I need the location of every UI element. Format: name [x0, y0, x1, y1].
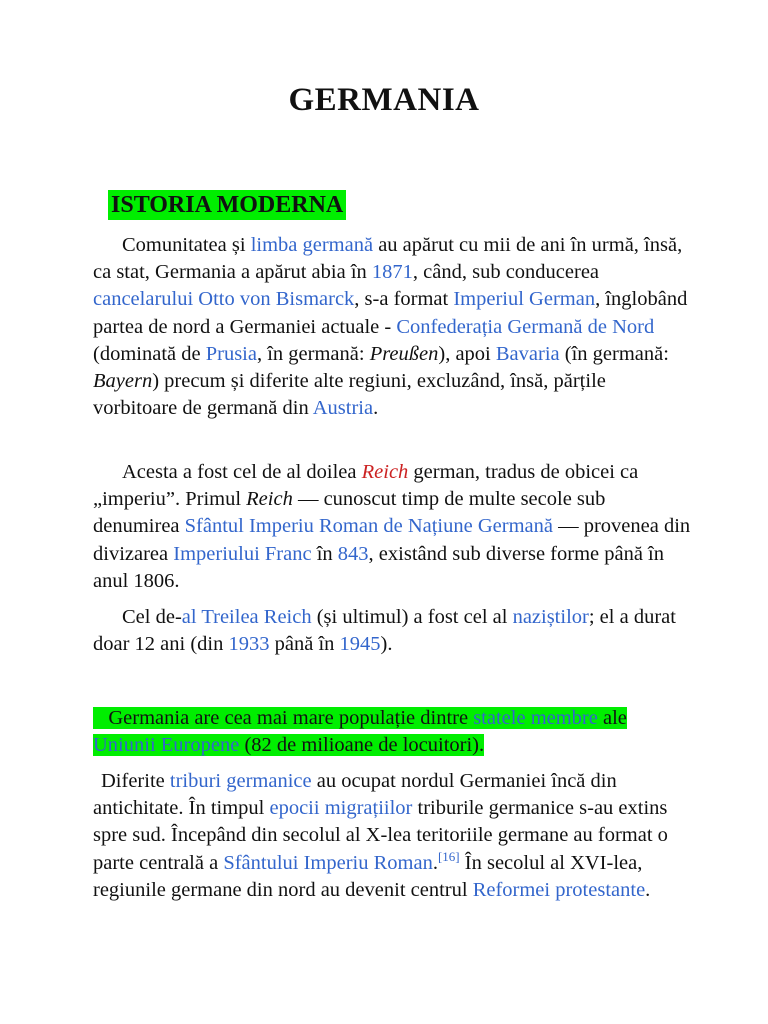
link-triburi-germanice[interactable]: triburi germanice: [169, 770, 312, 792]
p3-text: Cel de-: [122, 606, 182, 628]
italic-bayern: Bayern: [93, 370, 153, 393]
p5-text: triburile germanice s-au extins spre sud. Începând din secolul al X-lea teritoriile germane au format o parte centrală a: [93, 797, 668, 874]
p1-text: (dominată de: [93, 342, 206, 365]
link-sfantului-imperiu-roman[interactable]: Sfântului Imperiu Roman: [223, 851, 433, 874]
p2-text: în: [311, 542, 338, 565]
link-reformei-protestante[interactable]: Reformei protestante: [472, 878, 646, 901]
paragraph-1: [93, 232, 693, 422]
p4-text: (82 de milioane de locuitori).: [239, 734, 485, 757]
p4-text: ale: [597, 707, 627, 729]
link-bavaria[interactable]: Bavaria: [495, 342, 560, 365]
link-1871[interactable]: 1871: [371, 261, 413, 284]
paragraph-5: [93, 768, 693, 904]
link-statele-membre[interactable]: statele membre: [473, 707, 598, 729]
link-limba-germana[interactable]: limba germană: [250, 234, 374, 256]
p1-text: (în germană:: [559, 342, 669, 365]
p3-text: (și ultimul) a fost cel al: [311, 606, 513, 628]
p1-text: , când, sub conducerea: [412, 261, 600, 284]
link-austria[interactable]: Austria: [312, 397, 374, 420]
p2-text: , existând sub diverse forme până în anul 1806.: [93, 542, 665, 592]
link-1945[interactable]: 1945: [339, 633, 381, 656]
p1-text: , înglobând partea de nord a Germaniei actuale -: [93, 288, 688, 338]
link-reich[interactable]: Reich: [361, 461, 409, 483]
link-epocii-migratiilor[interactable]: epocii migrațiilor: [269, 797, 413, 820]
link-cancelarului-bismarck[interactable]: cancelarului Otto von Bismarck: [93, 288, 355, 311]
link-imperiului-franc[interactable]: Imperiului Franc: [173, 542, 312, 565]
italic-reich: Reich: [246, 488, 293, 511]
p3-text: până în: [269, 633, 340, 656]
p5-text: .: [645, 878, 651, 901]
paragraph-2: [93, 459, 693, 595]
p5-text: au ocupat nordul Germaniei încă din antichitate. În timpul: [93, 770, 617, 820]
p2-text: — cunoscut timp de multe secole sub denumirea: [93, 488, 606, 538]
highlight-block: [93, 707, 627, 756]
section-heading: ISTORIA MODERNA: [108, 190, 346, 220]
link-uniunii-europene[interactable]: Uniunii Europene: [93, 734, 240, 757]
p1-text: ) precum și diferite alte regiuni, excluzând, însă, părțile vorbitoare de germană din: [93, 370, 606, 420]
p1-text: , s-a format: [354, 288, 454, 311]
paragraph-4-highlighted: [93, 705, 693, 759]
p2-text: Acesta a fost cel de al doilea: [122, 461, 362, 483]
p1-text: , în germană:: [256, 342, 370, 365]
link-prusia[interactable]: Prusia: [205, 342, 257, 365]
p2-text: german, tradus de obicei ca „imperiu”. Primul: [93, 461, 639, 511]
p5-text: Diferite: [101, 770, 170, 792]
p1-text: Comunitatea și: [122, 234, 251, 256]
p3-text: ; el a durat doar 12 ani (din: [93, 606, 676, 656]
link-1933[interactable]: 1933: [228, 633, 270, 656]
link-confederatia-germana[interactable]: Confederația Germană de Nord: [396, 315, 655, 338]
p5-text: În secolul al XVI-lea, regiunile germane din nord au devenit centrul: [93, 851, 643, 901]
link-imperiul-german[interactable]: Imperiul German: [453, 288, 596, 311]
p1-text: ), apoi: [438, 342, 496, 365]
page-title: GERMANIA: [288, 82, 480, 118]
paragraph-3: [93, 604, 693, 658]
p3-text: ).: [380, 633, 393, 656]
p1-text: au apărut cu mii de ani în urmă, însă, ca stat, Germania a apărut abia în: [93, 234, 683, 284]
link-al-treilea-reich[interactable]: al Treilea Reich: [181, 606, 312, 628]
link-nazistilor[interactable]: naziștilor: [512, 606, 589, 628]
link-sfantul-imperiu-roman[interactable]: Sfântul Imperiu Roman de Națiune Germană: [184, 515, 553, 538]
link-843[interactable]: 843: [337, 542, 369, 565]
p2-text: — provenea din divizarea: [93, 515, 691, 565]
footnote-16-link[interactable]: [16]: [437, 848, 460, 864]
p5-text: .: [432, 851, 438, 874]
p1-text: .: [373, 397, 379, 420]
italic-preussen: Preußen: [369, 342, 439, 365]
p4-text: Germania are cea mai mare populație dintre: [108, 707, 474, 729]
